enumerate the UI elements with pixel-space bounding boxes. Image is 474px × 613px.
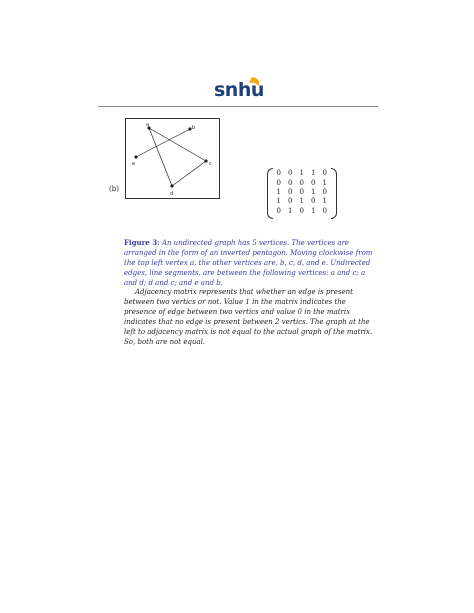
matrix-cell: 0 bbox=[288, 169, 293, 178]
vertex-label-a: a bbox=[146, 122, 150, 128]
answer-paragraph: Adjacency matrix represents that whether an edge is present between two vertics or not. Value 1 in the matrix indicates the presence of edge between two vertics and value 0 in the matrix indicates that no edge is present between 2 vertics. The graph at the left to adjacency matrix is not equal to the actual graph of the matrix. So, both are not equal. bbox=[124, 288, 373, 346]
matrix-cell: 0 bbox=[299, 178, 304, 187]
matrix-cell: 0 bbox=[276, 178, 281, 187]
figure-label: (b) bbox=[109, 185, 119, 193]
edge-a-c bbox=[149, 128, 206, 161]
matrix-cell: 0 bbox=[276, 206, 281, 215]
matrix-cell: 0 bbox=[311, 197, 316, 206]
matrix-cell: 0 bbox=[311, 178, 316, 187]
matrix-row bbox=[273, 178, 331, 187]
header-divider bbox=[98, 106, 378, 107]
matrix-row bbox=[273, 207, 331, 216]
matrix-cell: 1 bbox=[311, 187, 316, 196]
graph-figure bbox=[125, 118, 220, 199]
matrix-row bbox=[273, 188, 331, 197]
matrix-cell: 0 bbox=[299, 187, 304, 196]
matrix-cell: 0 bbox=[322, 206, 327, 215]
caption-text: An undirected graph has 5 vertices. The vertices are arranged in the form of an inverted pentagon. Moving clockwise from the top left vertex a, the other vertices are, b, c, d, and e. Undirected edges, line segments, are between the following vertices: a and c; a and d; d and c; and e and b. bbox=[124, 239, 373, 287]
vertex-e bbox=[134, 155, 137, 158]
matrix-cell: 1 bbox=[299, 169, 304, 178]
snhu-logo bbox=[214, 76, 264, 104]
caption-label: Figure 3: bbox=[124, 238, 160, 247]
matrix-cell: 1 bbox=[299, 197, 304, 206]
vertex-d bbox=[170, 184, 173, 187]
graph-svg bbox=[126, 119, 219, 198]
matrix-cell: 1 bbox=[322, 197, 327, 206]
figure-caption bbox=[124, 238, 380, 288]
edge-d-c bbox=[172, 161, 206, 186]
matrix-cell: 0 bbox=[276, 169, 281, 178]
edge-e-b bbox=[136, 129, 190, 157]
vertex-c bbox=[204, 159, 207, 162]
matrix-cell: 0 bbox=[288, 187, 293, 196]
matrix-cell: 0 bbox=[322, 169, 327, 178]
matrix-row bbox=[273, 197, 331, 206]
logo-wordmark: snhu bbox=[214, 79, 264, 101]
matrix-row bbox=[273, 169, 331, 178]
matrix-cell: 0 bbox=[288, 197, 293, 206]
matrix-cell: 1 bbox=[322, 178, 327, 187]
matrix-cell: 0 bbox=[322, 187, 327, 196]
vertex-label-e: e bbox=[132, 161, 136, 167]
matrix-table bbox=[273, 169, 331, 216]
edge-a-d bbox=[149, 128, 172, 186]
matrix-right-bracket bbox=[331, 168, 337, 219]
matrix-cell: 1 bbox=[311, 169, 316, 178]
matrix-cell: 1 bbox=[288, 206, 293, 215]
matrix-cell: 1 bbox=[311, 206, 316, 215]
vertex-label-b: b bbox=[192, 125, 196, 131]
vertex-label-d: d bbox=[170, 191, 174, 197]
matrix-cell: 0 bbox=[288, 178, 293, 187]
matrix-cell: 1 bbox=[276, 197, 281, 206]
matrix-cell: 1 bbox=[276, 187, 281, 196]
matrix-cell: 0 bbox=[299, 206, 304, 215]
adjacency-matrix bbox=[267, 168, 337, 217]
vertex-label-c: c bbox=[209, 161, 212, 167]
